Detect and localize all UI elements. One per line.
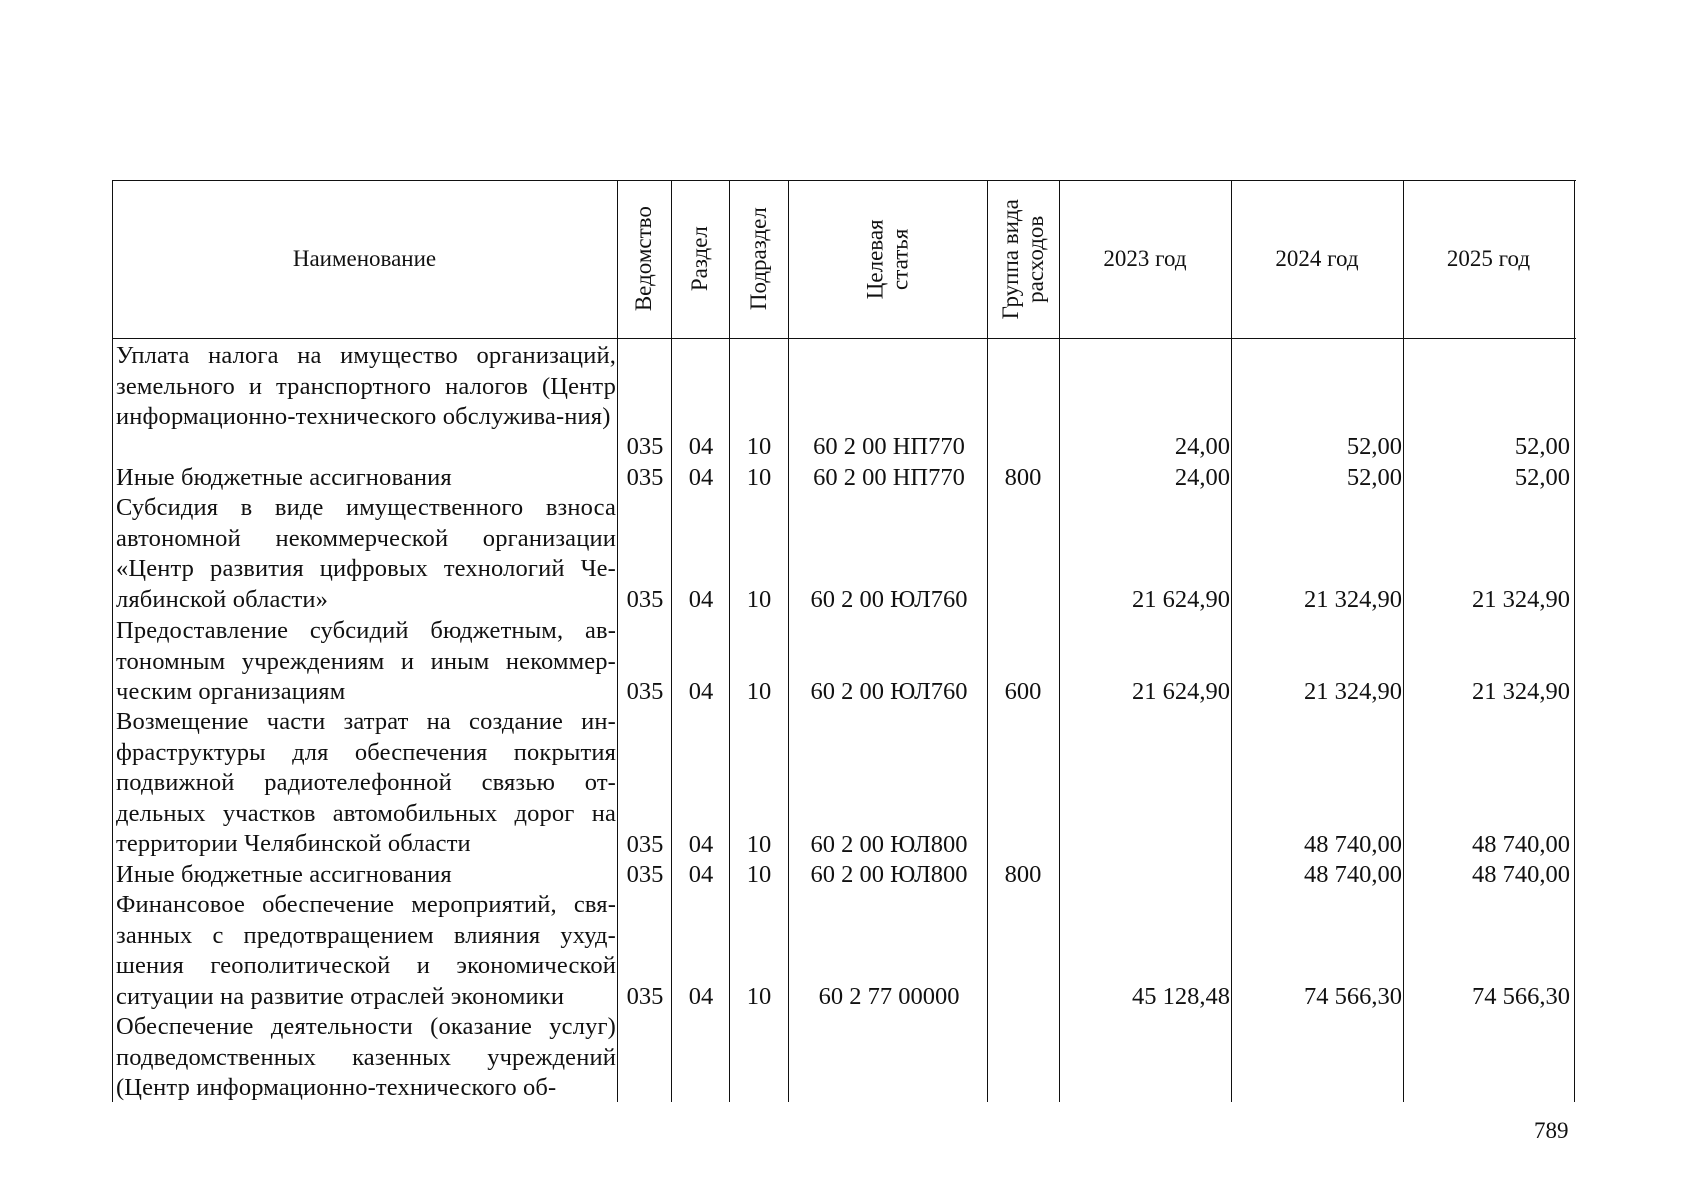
header-2023-text: 2023 год bbox=[1103, 246, 1187, 271]
header-celevaya bbox=[788, 180, 987, 338]
row-podrazdel: 10 bbox=[746, 433, 772, 460]
row-2024: 52,00 bbox=[1346, 433, 1402, 460]
col-border bbox=[1574, 180, 1575, 1102]
header-celevaya-text bbox=[862, 219, 913, 299]
row-podrazdel: 10 bbox=[746, 983, 772, 1010]
row-name: Иные бюджетные ассигнования bbox=[116, 861, 452, 888]
row-name: Возмещение части затрат на создание ин-фраструктуры для обеспечения покрытия подвижной радиотелефонной связью от-дельных участков автомобильных дорог на территории Челябинской области bbox=[116, 708, 616, 857]
header-podrazdel-text: Подраздел bbox=[745, 207, 771, 311]
row-name: Финансовое обеспечение мероприятий, свя-занных с предотвращением влияния ухуд-шения геополитической и экономической ситуации на развитие отраслей экономики bbox=[116, 891, 616, 1010]
row-celevaya: 60 2 77 00000 bbox=[818, 983, 960, 1010]
row-2025: 21 324,90 bbox=[1472, 586, 1570, 613]
row-podrazdel: 10 bbox=[746, 464, 772, 491]
row-vedomstvo: 035 bbox=[626, 586, 664, 613]
header-2025 bbox=[1403, 180, 1574, 338]
row-vedomstvo: 035 bbox=[626, 831, 664, 858]
row-name: Иные бюджетные ассигнования bbox=[116, 464, 452, 491]
row-vedomstvo: 035 bbox=[626, 433, 664, 460]
header-vedomstvo bbox=[617, 180, 671, 338]
header-celevaya-line1: Целевая bbox=[862, 219, 888, 299]
row-podrazdel: 10 bbox=[746, 586, 772, 613]
row-gruppa: 800 bbox=[1004, 861, 1042, 888]
row-2024: 48 740,00 bbox=[1304, 861, 1402, 888]
row-celevaya: 60 2 00 НП770 bbox=[813, 433, 965, 460]
row-vedomstvo: 035 bbox=[626, 678, 664, 705]
row-celevaya: 60 2 00 ЮЛ800 bbox=[810, 861, 968, 888]
header-gruppa-line2: расходов bbox=[1023, 215, 1049, 303]
budget-table bbox=[112, 180, 1576, 1102]
header-gruppa-line1: Группа вида bbox=[997, 198, 1023, 320]
row-2024: 74 566,30 bbox=[1304, 983, 1402, 1010]
row-razdel: 04 bbox=[688, 678, 714, 705]
page-number: 789 bbox=[1534, 1118, 1569, 1143]
header-razdel-text: Раздел bbox=[687, 226, 713, 292]
header-2023 bbox=[1059, 180, 1231, 338]
row-celevaya: 60 2 00 ЮЛ760 bbox=[810, 678, 968, 705]
row-razdel: 04 bbox=[688, 586, 714, 613]
row-celevaya: 60 2 00 ЮЛ800 bbox=[810, 831, 968, 858]
row-name: Субсидия в виде имущественного взноса автономной некоммерческой организации «Центр развития цифровых технологий Че-лябинской области» bbox=[116, 494, 616, 613]
row-2025: 21 324,90 bbox=[1472, 678, 1570, 705]
row-2025: 52,00 bbox=[1514, 433, 1570, 460]
row-vedomstvo: 035 bbox=[626, 983, 664, 1010]
row-name: Уплата налога на имущество организаций, земельного и транспортного налогов (Центр информационно-технического обслужива-ния) bbox=[116, 342, 616, 430]
row-2023: 21 624,90 bbox=[1132, 678, 1230, 705]
row-vedomstvo: 035 bbox=[626, 464, 664, 491]
header-2025-text: 2025 год bbox=[1446, 246, 1531, 271]
row-celevaya: 60 2 00 ЮЛ760 bbox=[810, 586, 968, 613]
header-name-text: Наименование bbox=[292, 246, 437, 271]
row-podrazdel: 10 bbox=[746, 678, 772, 705]
row-vedomstvo: 035 bbox=[626, 861, 664, 888]
row-razdel: 04 bbox=[688, 433, 714, 460]
header-2024-text: 2024 год bbox=[1275, 246, 1359, 271]
row-2024: 52,00 bbox=[1346, 464, 1402, 491]
row-name: Предоставление субсидий бюджетным, ав-тономным учреждениям и иным некоммер-ческим организациям bbox=[116, 617, 616, 705]
row-razdel: 04 bbox=[688, 831, 714, 858]
row-2024: 48 740,00 bbox=[1304, 831, 1402, 858]
row-2025: 74 566,30 bbox=[1472, 983, 1570, 1010]
row-2024: 21 324,90 bbox=[1304, 678, 1402, 705]
row-razdel: 04 bbox=[688, 861, 714, 888]
header-name bbox=[112, 180, 617, 338]
row-2023: 45 128,48 bbox=[1132, 983, 1230, 1010]
header-gruppa-text bbox=[998, 199, 1049, 319]
row-2025: 48 740,00 bbox=[1472, 831, 1570, 858]
row-2023: 24,00 bbox=[1174, 433, 1230, 460]
row-podrazdel: 10 bbox=[746, 831, 772, 858]
row-2025: 48 740,00 bbox=[1472, 861, 1570, 888]
header-bottom-border bbox=[112, 338, 1576, 339]
row-gruppa: 800 bbox=[1004, 464, 1042, 491]
row-razdel: 04 bbox=[688, 983, 714, 1010]
row-2023: 24,00 bbox=[1174, 464, 1230, 491]
header-razdel bbox=[671, 180, 729, 338]
row-name: Обеспечение деятельности (оказание услуг) подведомственных казенных учреждений (Центр информационно-технического об- bbox=[116, 1013, 616, 1101]
header-celevaya-line2: статья bbox=[887, 228, 913, 290]
row-podrazdel: 10 bbox=[746, 861, 772, 888]
row-celevaya: 60 2 00 НП770 bbox=[813, 464, 965, 491]
row-2025: 52,00 bbox=[1514, 464, 1570, 491]
header-vedomstvo-text: Ведомство bbox=[631, 206, 657, 312]
row-2024: 21 324,90 bbox=[1304, 586, 1402, 613]
row-razdel: 04 bbox=[688, 464, 714, 491]
row-gruppa: 600 bbox=[1004, 678, 1042, 705]
header-gruppa bbox=[987, 180, 1059, 338]
row-2023: 21 624,90 bbox=[1132, 586, 1230, 613]
header-podrazdel bbox=[729, 180, 788, 338]
header-2024 bbox=[1231, 180, 1403, 338]
